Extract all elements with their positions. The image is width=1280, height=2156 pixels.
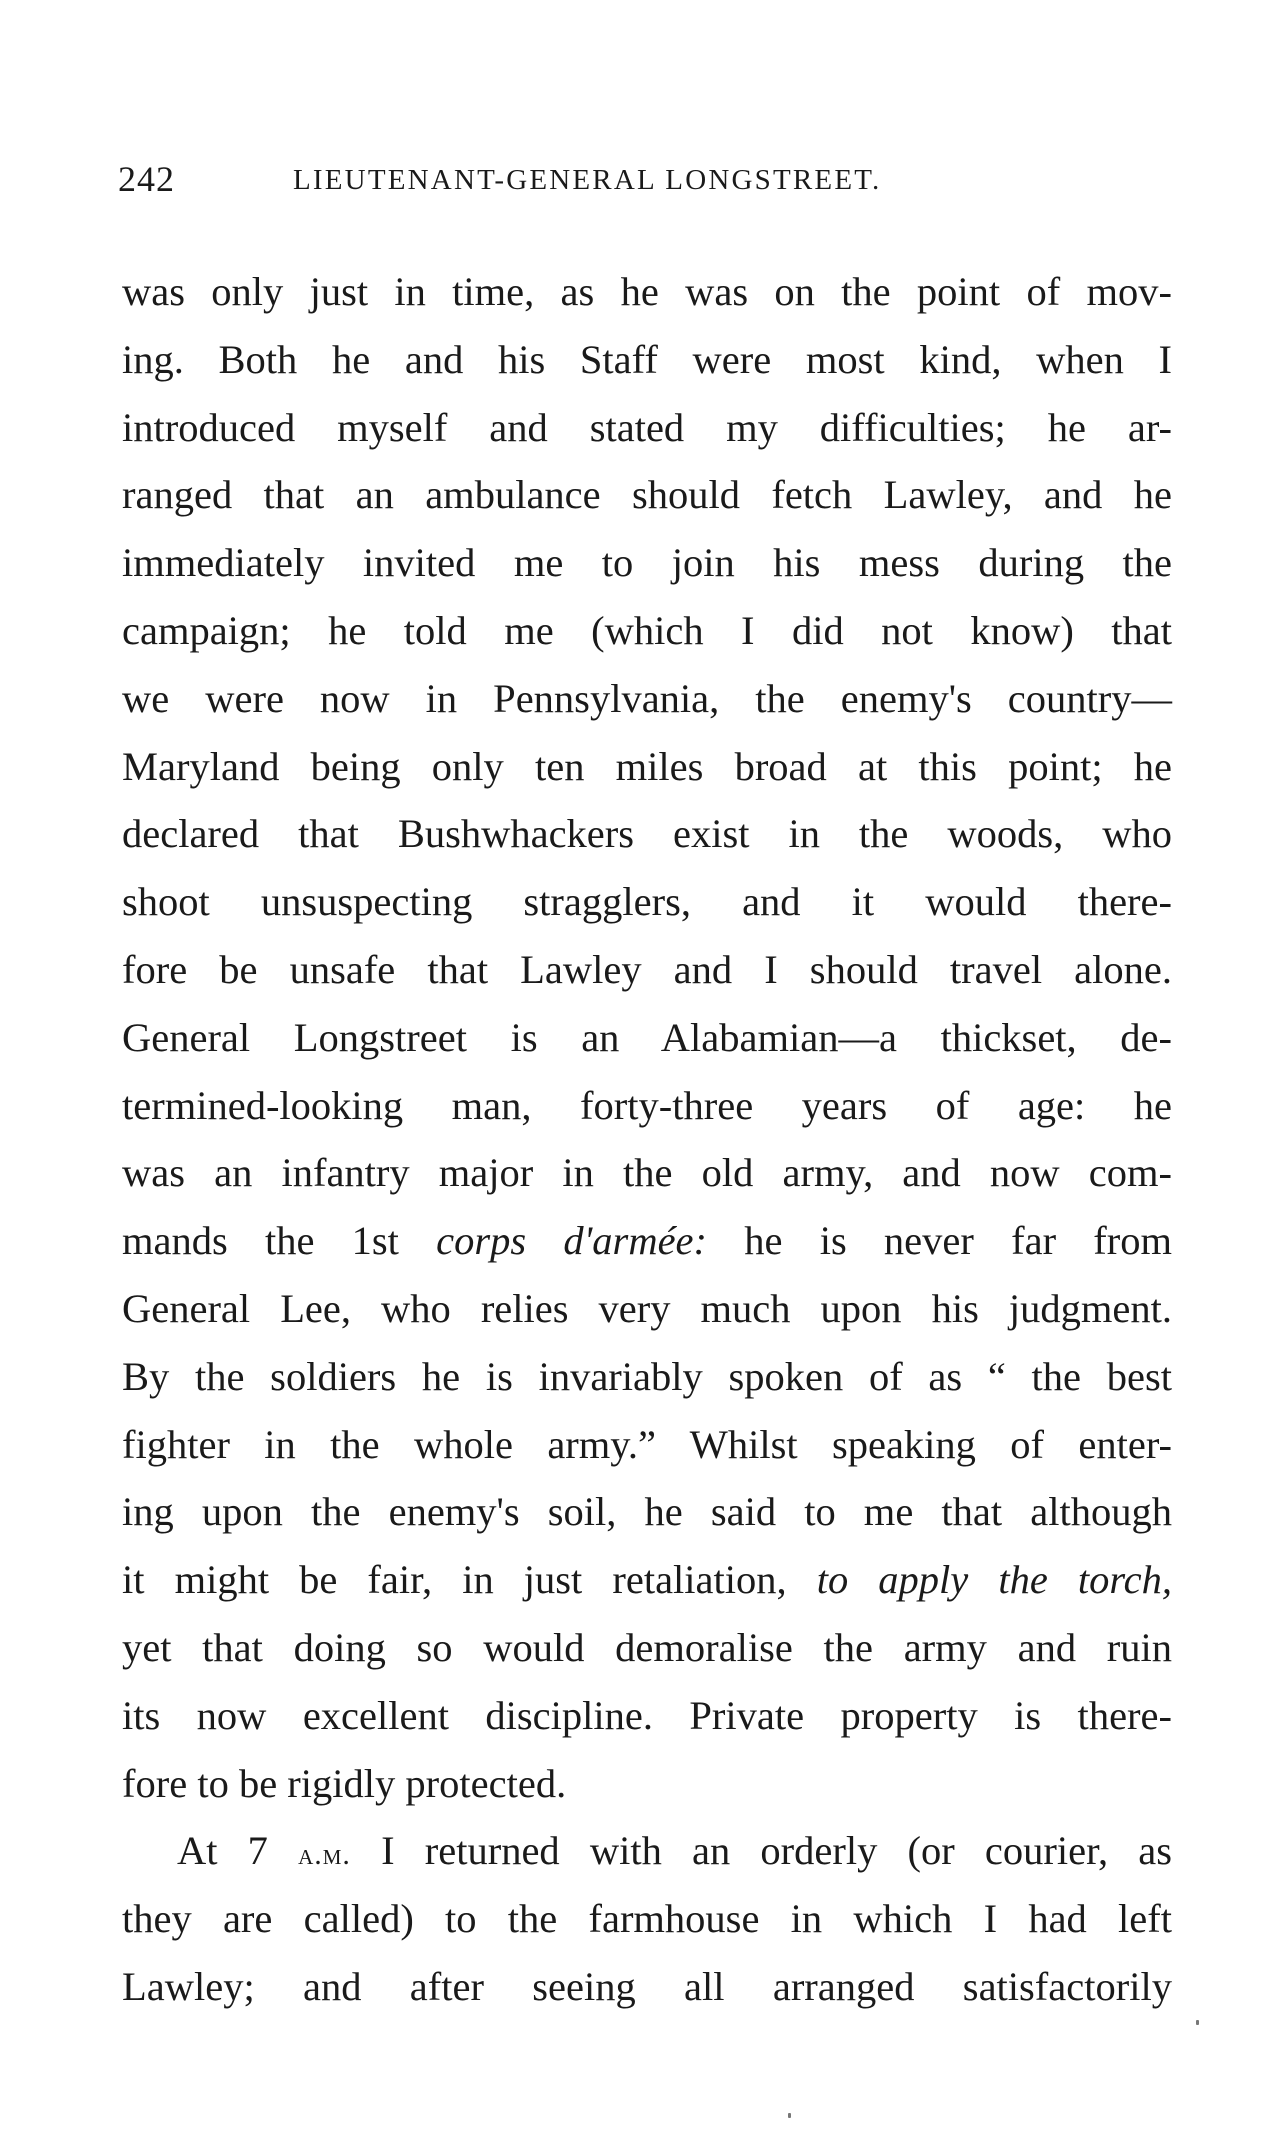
running-title: LIEUTENANT-GENERAL LONGSTREET. xyxy=(293,164,882,196)
text-line: introduced myself and stated my difficulties; he ar- xyxy=(122,404,1172,450)
text-line: was only just in time, as he was on the point of mov- xyxy=(122,269,1172,314)
text-line: immediately invited me to join his mess during the xyxy=(122,540,1172,586)
text-line: ing upon the enemy's soil, he said to me that although xyxy=(122,1489,1172,1535)
text-line-with-italic xyxy=(122,1546,1172,1614)
text-line-with-small-caps xyxy=(122,1817,1172,1885)
text-line: was an infantry major in the old army, and now com- xyxy=(122,1150,1172,1196)
text-line: General Longstreet is an Alabamian—a thickset, de- xyxy=(122,1014,1172,1060)
text-line: ranged that an ambulance should fetch Lawley, and he xyxy=(122,472,1172,518)
body-text xyxy=(122,258,1172,2021)
text-line: declared that Bushwhackers exist in the woods, who xyxy=(122,811,1172,857)
text-segment: I returned with an orderly (or courier, as xyxy=(350,1828,1172,1874)
text-line: yet that doing so would demoralise the army and ruin xyxy=(122,1624,1172,1670)
text-segment: it might be fair, in just retaliation, xyxy=(122,1557,817,1603)
text-line: termined-looking man, forty-three years of age: he xyxy=(122,1082,1172,1128)
text-line: shoot unsuspecting stragglers, and it would there- xyxy=(122,879,1172,925)
small-caps-abbreviation: a.m. xyxy=(298,1838,351,1872)
text-segment: he is never far from xyxy=(707,1218,1173,1264)
page-header xyxy=(118,158,1168,202)
text-line-with-italic xyxy=(122,1207,1172,1275)
text-line: they are called) to the farmhouse in which I had left xyxy=(122,1896,1172,1942)
text-line: fore to be rigidly protected. xyxy=(122,1760,567,1806)
page-number: 242 xyxy=(118,159,175,199)
text-line: General Lee, who relies very much upon his judgment. xyxy=(122,1285,1172,1331)
text-line: Maryland being only ten miles broad at this point; he xyxy=(122,743,1172,789)
text-line: fore be unsafe that Lawley and I should travel alone. xyxy=(122,946,1172,992)
ink-speck xyxy=(788,2113,791,2118)
text-line: Lawley; and after seeing all arranged satisfactorily xyxy=(122,1963,1172,2009)
text-segment: At 7 xyxy=(177,1828,299,1874)
text-line: campaign; he told me (which I did not know) that xyxy=(122,607,1172,653)
text-segment: mands the 1st xyxy=(122,1218,437,1264)
text-line: ing. Both he and his Staff were most kind, when I xyxy=(122,336,1172,382)
text-line: By the soldiers he is invariably spoken of as “ the best xyxy=(122,1353,1172,1399)
ink-speck xyxy=(1196,2020,1199,2025)
italic-phrase: to apply the torch, xyxy=(816,1557,1173,1603)
text-line: fighter in the whole army.” Whilst speaking of enter- xyxy=(122,1421,1172,1467)
italic-phrase: corps d'armée: xyxy=(436,1218,708,1264)
text-line: we were now in Pennsylvania, the enemy's country— xyxy=(122,675,1172,721)
text-line: its now excellent discipline. Private property is there- xyxy=(122,1692,1172,1738)
